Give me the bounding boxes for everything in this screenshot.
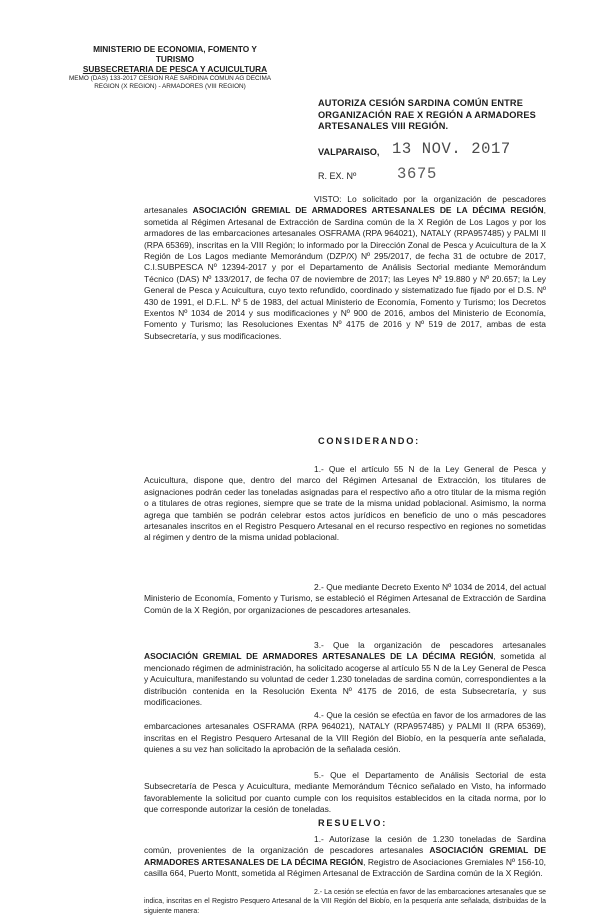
considerando-5 — [144, 770, 546, 816]
resolution-title: AUTORIZA CESIÓN SARDINA COMÚN ENTRE ORGANIZACIÓN RAE X REGIÓN A ARMADORES ARTESANALES VIII REGIÓN. — [318, 98, 536, 131]
considerando-3-organization: ASOCIACIÓN GREMIAL DE ARMADORES ARTESANALES DE LA DÉCIMA REGIÓN — [144, 651, 494, 662]
resuelvo-heading: RESUELVO: — [318, 818, 388, 828]
considerando-heading: CONSIDERANDO: — [318, 436, 421, 446]
date-stamp: 13 NOV. 2017 — [392, 140, 511, 158]
considerando-5-text: 5.- Que el Departamento de Análisis Sectorial de esta Subsecretaría de Pesca y Acuicultura, mediante Memorándum Técnico señalado en Visto, ha informado favorablemente la solicitud por cuanto cumple con los requisitos establecidos en la citada norma, por lo que corresponde autorizar la cesión de toneladas. — [144, 770, 546, 815]
considerando-2 — [144, 582, 546, 616]
considerando-1-text: 1.- Que el artículo 55 N de la Ley General de Pesca y Acuicultura, dispone que, dentro del marco del Régimen Artesanal de Extracción, los titulares de asignaciones podrán ceder las toneladas asignadas para el respectivo año a otro titular de la misma región o a titulares de otras regiones, siempre que se trate de la misma unidad poblacional. Asimismo, la norma agrega que también se podrán celebrar estos actos jurídicos en beneficio de uno o más pescadores artesanales inscritos en el Registro Pesquero Artesanal en el recurso respectivo en regiones no sometidas al régimen y dentro de la misma unidad poblacional. — [144, 464, 546, 543]
letterhead — [60, 44, 290, 90]
visto-text-3: (RPA 65369), inscritas en la VIII Región; lo informado por la Dirección Zonal de Pesca y Acuicultura de la X Región de Los Lagos mediante Memorándum (DZP/X) Nº 295/2017, de fecha 31 de octubre de 2017, C.I.SUBPESCA Nº 12394-2017 y por el Departamento de Análisis Sectorial mediante Memorándum Técnico (DAS) Nº 133/2017, de fecha 07 de noviembre de 2017; las Leyes Nº 19.880 y Nº 20.657; la Ley General de Pesca y Acuicultura, cuyo texto refundido, coordinado y sistematizado fue fijado por el D.S. Nº 430 de 1991, el D.F.L. Nº 5 de 1983, del actual Ministerio de Economía, Fomento y Turismo; los Decretos Exentos Nº 1034 de 2014 y sus modificaciones y Nº 900 de 2016, ambos del Ministerio de Economía, Fomento y Turismo; las Resoluciones Exentas Nº 4175 de 2016 y Nº 519 de 2017, ambas de esta Subsecretaría, y sus modificaciones. — [144, 239, 546, 341]
rex-label: R. EX. Nº — [318, 171, 357, 181]
visto-text: VISTO: Lo solicitado por la organización de pescadores artesanales — [144, 194, 546, 216]
resuelvo-1-text: 1.- Autorízase la cesión de 1.230 toneladas de Sardina común, provenientes de la organización de pescadores artesanales — [144, 834, 546, 856]
resuelvo-1-text-2: , Registro de Asociaciones Gremiales Nº 156-10, casilla 664, Puerto Montt, sometida al Régimen Artesanal de Extracción de Sardina común de la X Región. — [144, 856, 546, 879]
vessel-osframa: OSFRAMA — [318, 228, 360, 239]
resuelvo-1-organization: ASOCIACIÓN GREMIAL DE ARMADORES ARTESANALES DE LA DÉCIMA REGIÓN — [144, 845, 546, 867]
visto-organization: ASOCIACIÓN GREMIAL DE ARMADORES ARTESANALES DE LA DÉCIMA REGIÓN — [192, 205, 544, 216]
considerando-3 — [144, 640, 546, 708]
visto-rpa-1: (RPA 964021), — [362, 228, 418, 239]
resuelvo-1 — [144, 834, 546, 880]
subsecretaria-name: SUBSECRETARIA DE PESCA Y ACUICULTURA — [82, 64, 268, 74]
vessel-palmi: PALMI II — [513, 228, 546, 239]
memo-reference: MEMO (DAS) 133-2017 CESION RAE SARDINA COMUN AG DECIMA REGION (X REGION) - ARMADORES (VIII REGION) — [68, 75, 272, 90]
considerando-3-text: 3.- Que la organización de pescadores artesanales — [314, 640, 546, 650]
visto-paragraph — [144, 194, 546, 342]
ministry-line-1: MINISTERIO DE ECONOMIA, FOMENTO Y — [93, 44, 257, 54]
considerando-4-text: 4.- Que la cesión se efectúa en favor de los armadores de las embarcaciones artesanales OSFRAMA (RPA 964021), NATALY (RPA957485) y PALMI II (RPA 65369), inscritas en el Registro Pesquero Artesanal de la VIII Región del Biobío, en la pesquería ante señalada, quienes a su vez han solicitado la aprobación de la señalada cesión. — [144, 710, 546, 755]
resuelvo-2-text: 2.- La cesión se efectúa en favor de las embarcaciones artesanales que se indica, inscritas en el Registro Pesquero Artesanal de la VIII Región del Biobío, en la pesquería ante señalada, distribuidas de la siguiente manera: — [144, 889, 546, 915]
vessel-nataly: NATALY — [420, 228, 452, 239]
considerando-3-text-2: , sometida al mencionado régimen de administración, ha solicitado acogerse al artículo 55 N de la Ley General de Pesca y Acuicultura, manifestando su voluntad de ceder 1.230 toneladas de sardina común, correspondientes a la distribución contenida en la Resolución Exenta Nº 4175 de 2016, de esta Subsecretaría, y sus modificaciones. — [144, 651, 546, 708]
ministry-line-2: TURISMO — [155, 54, 195, 64]
considerando-2-text: 2.- Que mediante Decreto Exento Nº 1034 de 2014, del actual Ministerio de Economía, Fomento y Turismo, se estableció el Régimen Artesanal de Extracción de Sardina Común de la X Región, por organizaciones de pescadores artesanales. — [144, 582, 546, 615]
city-label: VALPARAISO, — [318, 147, 380, 157]
rex-number-stamp: 3675 — [397, 165, 438, 183]
resuelvo-2 — [144, 888, 546, 916]
visto-rpa-2: (RPA957485) y — [453, 228, 512, 239]
considerando-4 — [144, 710, 546, 756]
considerando-1 — [144, 464, 546, 544]
visto-text-2: , sometida al Régimen Artesanal de Extracción de Sardina común de la X Región de Los Lagos y por los armadores de las embarcaciones artesanales — [144, 205, 546, 239]
